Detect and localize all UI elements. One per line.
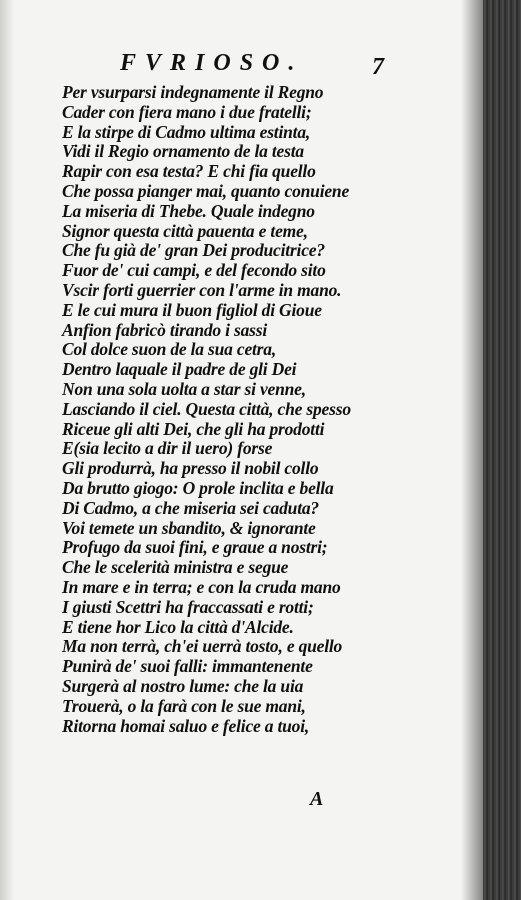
book-binding-edge [483,0,521,900]
verse-line: Anfion fabricò tirando i sassi [62,319,268,340]
verse-line: La miseria di Thebe. Quale indegno [62,200,315,221]
verse-line: Di Cadmo, a che miseria sei caduta? [62,497,319,518]
verse-line: Lasciando il ciel. Questa città, che spesso [62,398,351,419]
verse-line: Profugo da suoi fini, e graue a nostri; [62,537,328,558]
verse-line: Voi temete un sbandito, & ignorante [62,517,316,538]
verse-line: Signor questa città pauenta e teme, [62,220,308,241]
verse-line: Ritorna homai saluo e felice a tuoi, [62,715,310,736]
verse-line: Riceue gli alti Dei, che gli ha prodotti [62,418,325,439]
verse-line: In mare e in terra; e con la cruda mano [62,576,341,597]
verse-line: Da brutto giogo: O prole inclita e bella [62,477,334,498]
verse-text [62,83,432,736]
verse-line: Che possa pianger mai, quanto conuiene [62,180,350,201]
page-gutter-shadow [461,0,483,900]
verse-line: Vidi il Regio ornamento de la testa [62,141,304,162]
verse-line: Per vsurparsi indegnamente il Regno [62,82,324,102]
page-left-edge-shadow [0,0,14,900]
verse-line: Vscir forti guerrier con l'arme in mano. [62,279,342,300]
verse-line: Gli produrrà, ha presso il nobil collo [62,458,319,479]
verse-line: Col dolce suon de la sua cetra, [62,339,277,360]
verse-line: Ma non terrà, ch'ei uerrà tosto, e quello [62,636,343,657]
verse-line: Trouerà, o la farà con le sue mani, [62,695,306,716]
page-number: 7 [372,54,384,80]
catchword: A [310,788,324,810]
verse-line: I giusti Scettri ha fraccassati e rotti; [62,596,314,617]
verse-line: Rapir con esa testa? E chi fia quello [62,161,316,182]
running-title: FVRIOSO. [120,50,304,76]
verse-line: Surgerà al nostro lume: che la uia [62,675,304,696]
verse-line: Che fu già de' gran Dei producitrice? [62,240,325,261]
verse-line: E la stirpe di Cadmo ultima estinta, [62,121,311,142]
verse-line: Non una sola uolta a star si venne, [62,378,306,399]
verse-line: Che le scelerità ministra e segue [62,557,289,578]
verse-line: Cader con fiera mano i due fratelli; [62,101,312,122]
verse-line: Fuor de' cui campi, e del fecondo sito [62,260,326,281]
verse-line: Dentro laquale il padre de gli Dei [62,359,297,380]
verse-line: E tiene hor Lico la città d'Alcide. [62,616,294,637]
verse-line: E(sia lecito a dir il uero) forse [62,438,273,459]
verse-line: Punirà de' suoi falli: immantenente [62,656,313,677]
verse-line: E le cui mura il buon figliol di Gioue [62,299,322,320]
